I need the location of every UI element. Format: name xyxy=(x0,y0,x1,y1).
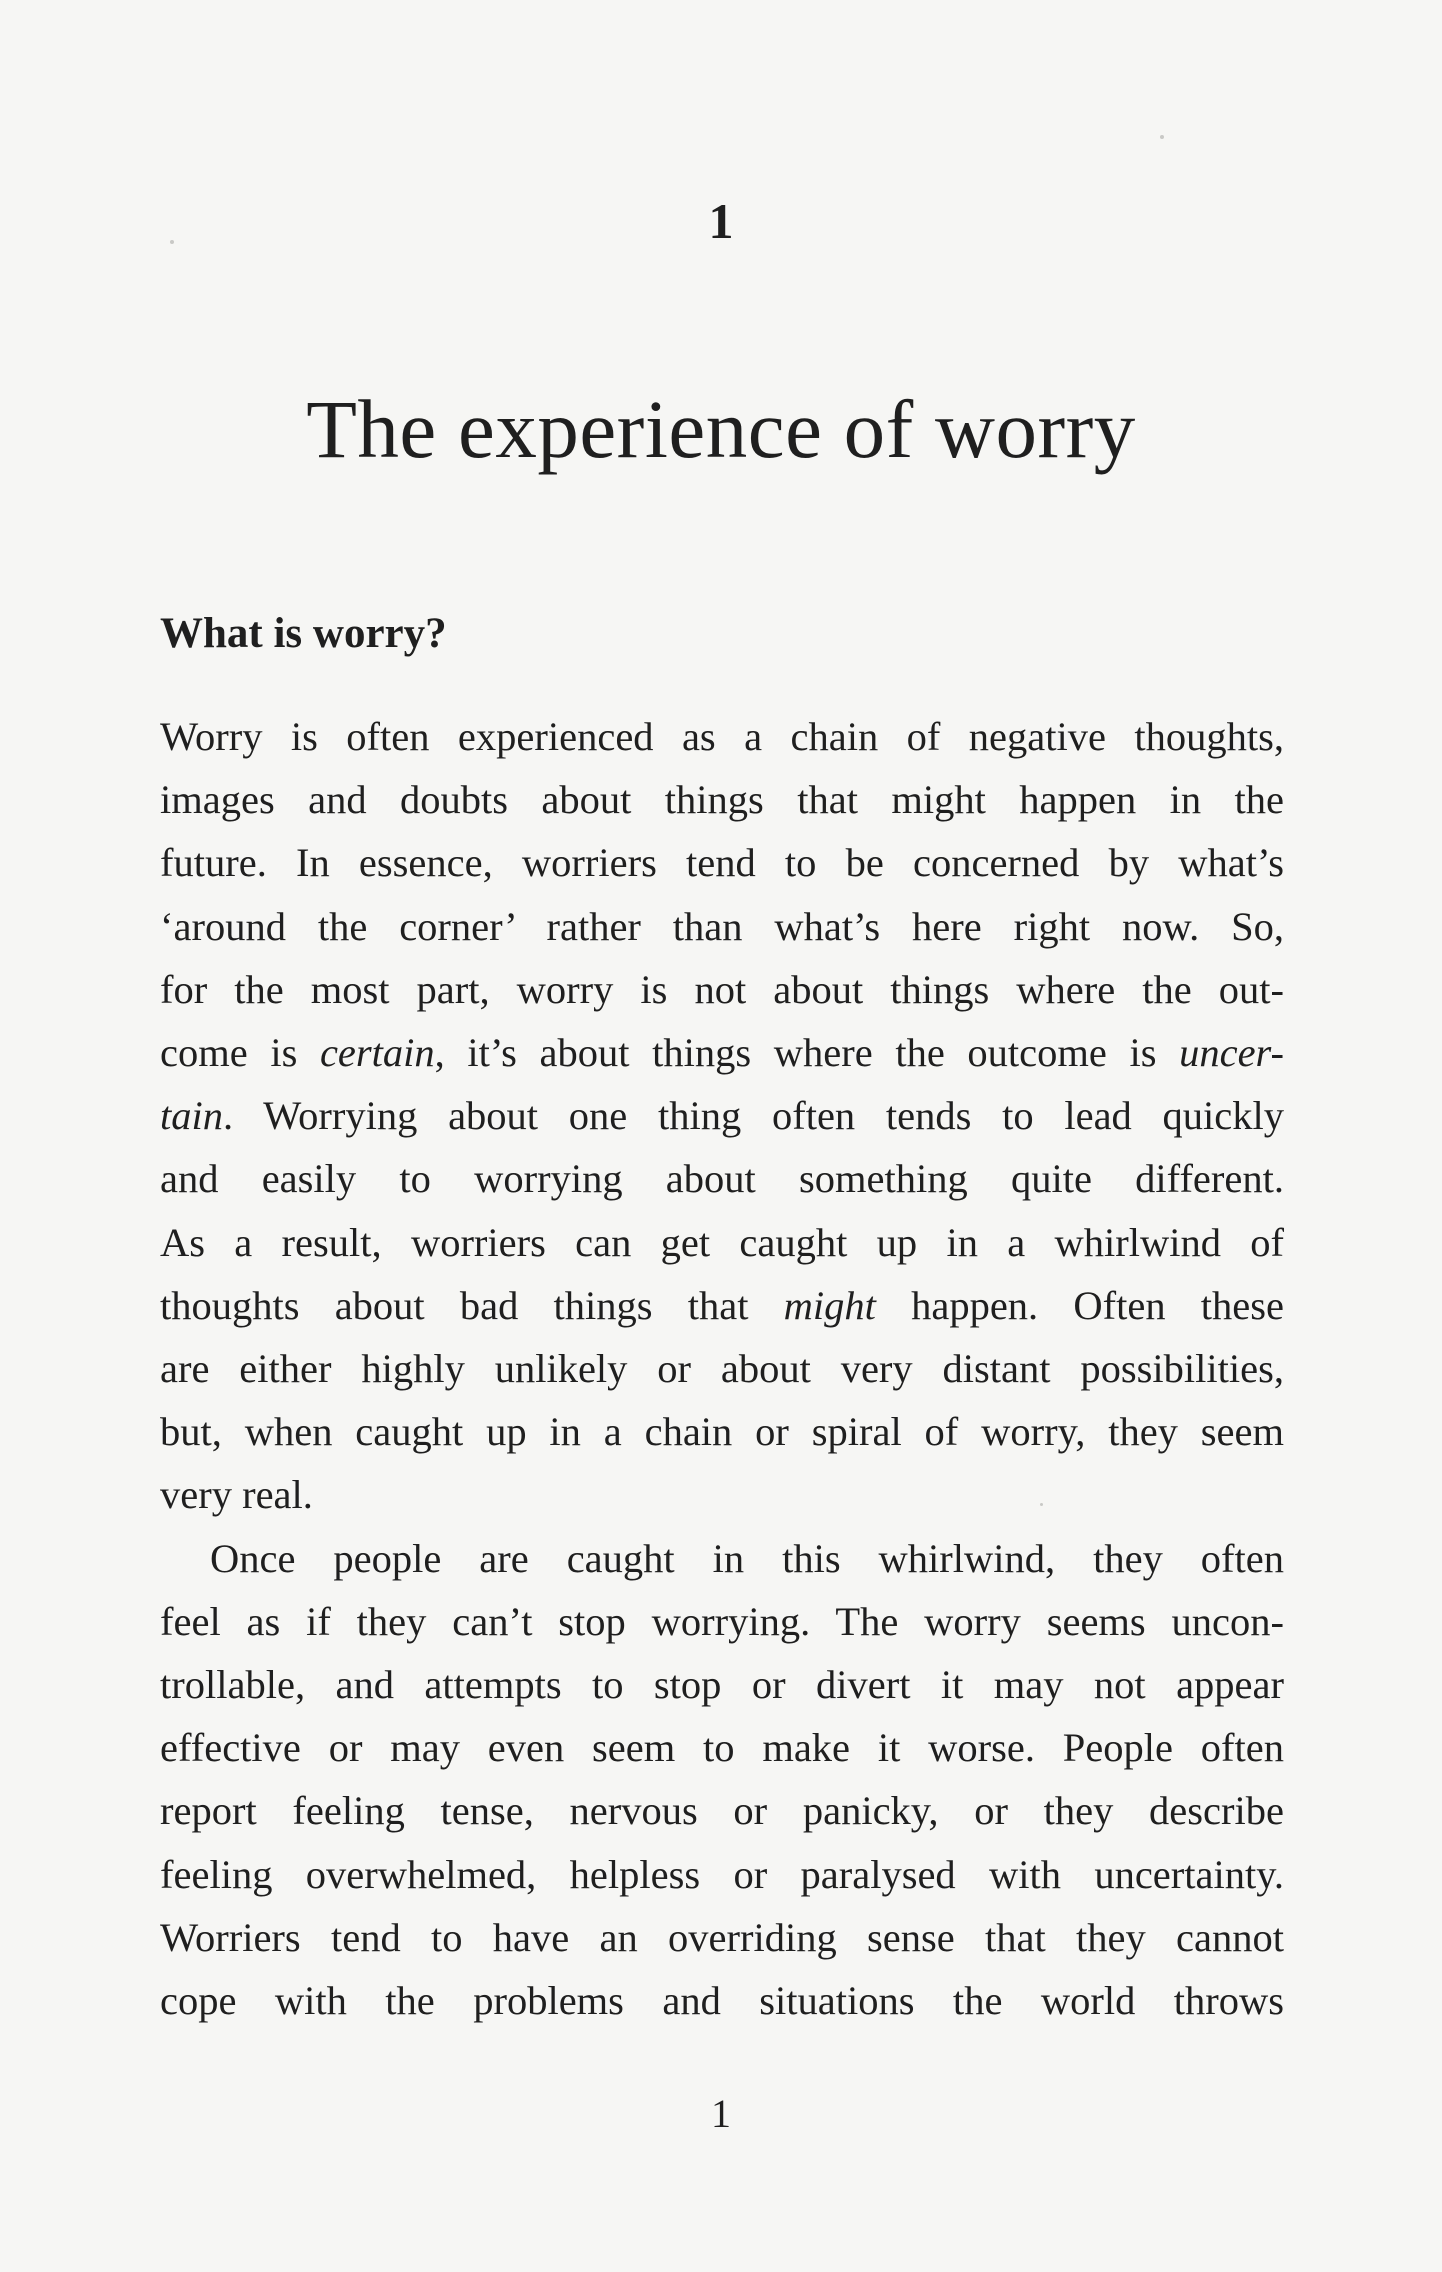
section-heading: What is worry? xyxy=(160,610,447,657)
text-line: for the most part, worry is not about things where the out- xyxy=(160,966,1284,1012)
scan-speck xyxy=(1160,135,1164,139)
text-line: feeling overwhelmed, helpless or paralysed with uncertainty. xyxy=(160,1851,1284,1897)
text-line: report feeling tense, nervous or panicky, or they describe xyxy=(160,1788,1284,1834)
text-line: future. In essence, worriers tend to be concerned by what’s xyxy=(160,840,1284,886)
text-line: effective or may even seem to make it worse. People often xyxy=(160,1725,1284,1771)
text-line: Once people are caught in this whirlwind, they often xyxy=(210,1535,1284,1581)
text-line: Worriers tend to have an overriding sense that they cannot xyxy=(160,1914,1284,1960)
text-line: cope with the problems and situations the world throws xyxy=(160,1978,1284,2024)
emphasis: uncer- xyxy=(1179,1030,1284,1076)
text-line: As a result, worriers can get caught up in a whirlwind of xyxy=(160,1219,1284,1265)
text-line: Worry is often experienced as a chain of negative thoughts, xyxy=(160,714,1284,759)
text-line: very real. xyxy=(160,1472,313,1518)
emphasis: tain xyxy=(160,1093,224,1139)
text-line: are either highly unlikely or about very distant possibilities, xyxy=(160,1346,1284,1392)
text-line: come is certain, it’s about things where the outcome is uncer- xyxy=(160,1030,1284,1076)
text-line: images and doubts about things that might happen in the xyxy=(160,777,1284,823)
emphasis: might xyxy=(783,1282,876,1328)
chapter-title: The experience of worry xyxy=(306,383,1136,475)
emphasis: certain xyxy=(319,1030,435,1076)
text-line: tain. Worrying about one thing often tends to lead quickly xyxy=(160,1093,1284,1139)
page-number: 1 xyxy=(711,2091,731,2136)
text-line: ‘around the corner’ rather than what’s here right now. So, xyxy=(160,903,1284,949)
body-text xyxy=(160,705,1284,2032)
text-line: and easily to worrying about something quite different. xyxy=(160,1156,1284,1202)
text-line: trollable, and attempts to stop or divert it may not appear xyxy=(160,1662,1284,1708)
text-line: feel as if they can’t stop worrying. The worry seems uncon- xyxy=(160,1598,1284,1644)
text-line: but, when caught up in a chain or spiral of worry, they seem xyxy=(160,1409,1284,1455)
chapter-number: 1 xyxy=(708,193,734,249)
text-line: thoughts about bad things that might happen. Often these xyxy=(160,1282,1284,1328)
